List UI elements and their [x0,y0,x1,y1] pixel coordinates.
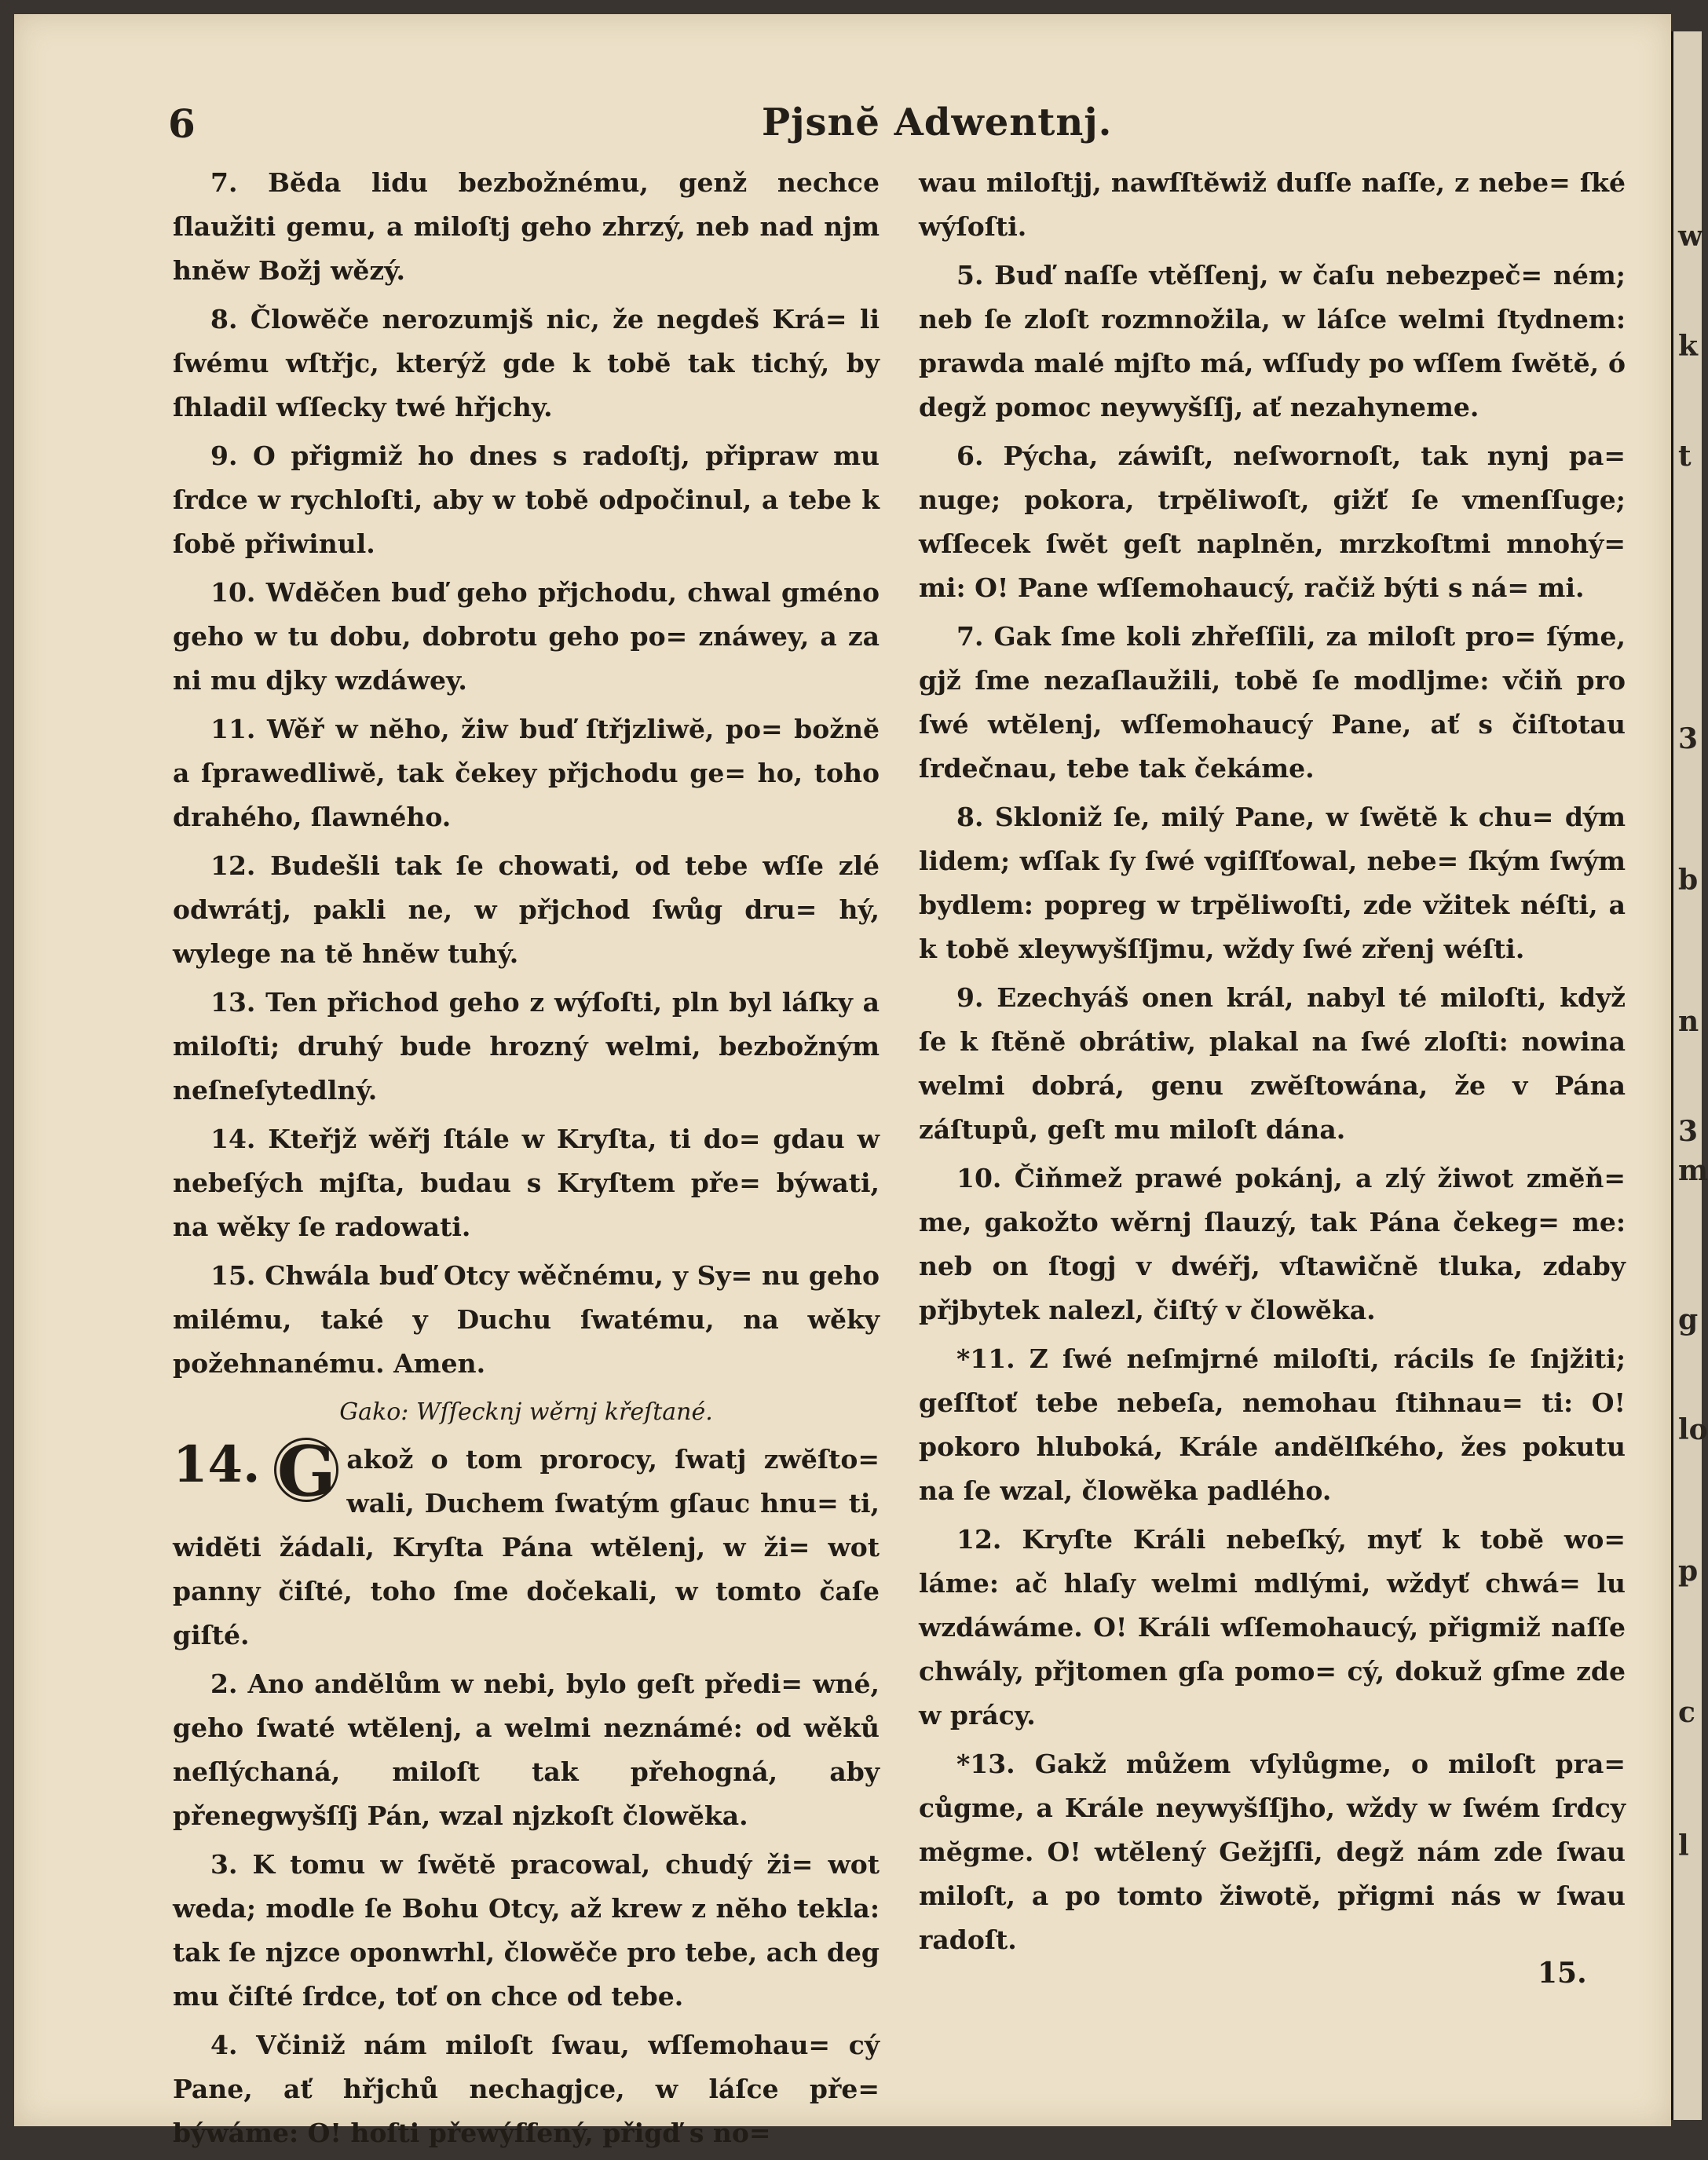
verse [919,1337,1626,1513]
verse [173,844,880,976]
verse-number: 12. [956,1524,1002,1555]
verse-text: Čiňmež prawé pokánj, a zlý žiwot zmĕň= me, gakožto wěrnj ſlauzý, tak Pána čekeg= me: neb on ſtogj v dwéřj, vſtawičnĕ tluka, zdaby přjbytek nalezl, čiſtý v člowĕka. [919,1163,1626,1325]
verse-text: Buď naſſe vtěſſenj, w čaſu nebezpeč= ném; neb ſe zloſt rozmnožila, w láſce welmi ſtydnem: prawda malé mjſto má, wſſudy po wſſem ſwĕtĕ, ó degž pomoc neywyšſſj, ať nezahyneme. [919,260,1626,422]
verse [919,795,1626,971]
verse-number: 9. [956,982,984,1013]
verse [173,707,880,839]
verse-text: K tomu w ſwĕtĕ pracowal, chudý ži= wot weda; modle ſe Bohu Otcy, až krew z nĕho tekla: tak ſe njzce oponwrhl, člowĕče pro tebe, ach deg mu čiſté ſrdce, toť on chce od tebe. [173,1849,880,2012]
verse-text: Budešli tak ſe chowati, od tebe wſſe zlé odwrátj, pakli ne, w přjchod ſwůg dru= hý, wylege na tĕ hnĕw tuhý. [173,850,880,969]
verse [173,981,880,1113]
verse-number: 13. [210,987,256,1018]
verse-text: Wdĕčen buď geho přjchodu, chwal gméno geho w tu dobu, dobrotu geho po= znáwey, a za ni mu djky wzdáwey. [173,577,880,696]
verse-number: 5. [956,260,984,291]
page-number: 6 [168,101,196,147]
hymn-first-verse: akož o tom prorocy, ſwatj zwĕſto= wali, Duchem ſwatým gſauc hnu= ti, widĕti žádali, Kryſta Pána wtĕlenj, w ži= wot panny čiſté, toho ſme dočekali, w tomto čaſe giſté. [173,1444,880,1650]
verse [173,571,880,703]
verse-text: Chwála buď Otcy wěčnému, y Sy= nu geho milému, také y Duchu ſwatému, na wěky požehnanému. Amen. [173,1260,880,1379]
verse [919,1742,1626,1962]
verse [919,976,1626,1152]
verse [173,161,880,293]
verse [173,1662,880,1838]
verse-number: *11. [956,1343,1015,1374]
adjacent-page-edge: w k t 3 b n 3 m g lo p c l [1671,31,1702,2120]
verse-number: *13. [956,1749,1015,1779]
verse-text: Kryſte Králi nebeſký, myť k tobĕ wo= láme: ač hlaſy welmi mdlými, wždyť chwá= lu wzdáwáme. O! Králi wſſemohaucý, přigmiž naſſe chwály, přjtomen gſa pomo= cý, dokuž gſme zde w prácy. [919,1524,1626,1731]
verse-number: 9. [210,440,238,471]
verse [919,1157,1626,1332]
verse-text: Včiniž nám miloſt ſwau, wſſemohau= cý Pane, ať hřjchů nechagjce, w láſce pře= býwáme: O! hoſti přewýſſený, přigď s no= [173,2030,880,2148]
verse-text: Ezechyáš onen král, nabyl té miloſti, když ſe k ſtĕnĕ obrátiw, plakal na ſwé zloſti: nowina welmi dobrá, genu zwĕſtowána, že v Pána záſtupů, geſt mu miloſt dána. [919,982,1626,1145]
verse-number: 12. [210,850,256,881]
running-title: Pjsnĕ Adwentnj. [762,101,1113,144]
verse-text: O přigmiž ho dnes s radoſtj, připraw mu ſrdce w rychloſti, aby w tobĕ odpočinul, a tebe k ſobĕ přiwinul. [173,440,880,559]
verse-number: 7. [210,167,238,198]
verse-number: 3. [210,1849,238,1880]
verse-number: 2. [210,1668,238,1699]
verse-number: 6. [956,440,984,471]
verse-number: 8. [956,802,984,832]
verse [173,1843,880,2019]
verse-text: Kteřjž wěřj ſtále w Kryſta, ti do= gdau w nebeſých mjſta, budau s Kryſtem pře= býwati, na wěky ſe radowati. [173,1124,880,1242]
verse-number: 11. [210,714,256,744]
verse [173,1117,880,1249]
verse [919,615,1626,791]
verse [173,298,880,429]
verse-text: Bĕda lidu bezbožnému, genž nechce ſlaužiti gemu, a miloſtj geho zhrzý, neb nad njm hnĕw Božj wězý. [173,167,880,286]
page-header [157,101,1649,155]
drop-cap: G [274,1438,338,1502]
verse-text: Gak ſme koli zhřeſſili, za miloſt pro= ſýme, gjž ſme nezaſlaužili, tobĕ ſe modljme: včiň pro ſwé wtĕlenj, wſſemohaucý Pane, ať s čiſtotau ſrdečnau, tebe tak čekáme. [919,621,1626,784]
right-column [919,161,1626,1967]
verse-text: Ano andĕlům w nebi, bylo geſt předi= wné, geho ſwaté wtĕlenj, a welmi neznámé: od wěků neſlýchaná, miloſt tak přehogná, aby přenegwyšſſj Pán, wzal njzkoſt člowĕka. [173,1668,880,1831]
left-column [173,161,880,2160]
verse-number: 15. [210,1260,256,1291]
verse [919,1518,1626,1738]
catchword: 15. [1538,1957,1587,1990]
verse-text: Wěř w nĕho, žiw buď ſtřjzliwĕ, po= božnĕ a ſprawedliwĕ, tak čekey přjchodu ge= ho, toho drahého, ſlawného. [173,714,880,832]
verse-number: 4. [210,2030,238,2060]
verse-number: 14. [210,1124,256,1154]
verse-number: 10. [210,577,256,608]
verse-number: 8. [210,304,238,334]
verse [919,254,1626,429]
verse [173,2023,880,2155]
verse-text: Pýcha, záwiſt, neſwornoſt, tak nynj pa= nuge; pokora, trpĕliwoſt, gižť ſe vmenſſuge; wſſecek ſwĕt geſt naplnĕn, mrzkoſtmi mnohý= mi: O! Pane wſſemohaucý, račiž býti s ná= mi. [919,440,1626,603]
verse [173,1254,880,1386]
verse-text: Z ſwé neſmjrné miloſti, rácils ſe ſnjžiti; geſſtoť tebe nebeſa, nemohau ſtihnau= ti: O! pokoro hluboká, Krále andĕlſkého, žes pokutu na ſe wzal, člowĕka padlého. [919,1343,1626,1506]
verse-text: Ten přichod geho z wýſoſti, pln byl láſky a miloſti; druhý bude hrozný welmi, bezbožným neſneſytedlný. [173,987,880,1106]
verse [919,434,1626,610]
verse-text: Gakž můžem vſylůgme, o miloſt pra= cůgme, a Krále neywyšſſjho, wždy w ſwém ſrdcy mĕgme. O! wtĕlený Gežjſſi, degž nám zde ſwau miloſt, a po tomto žiwotĕ, přigmi nás w ſwau radoſt. [919,1749,1626,1955]
verse-text: Člowĕče nerozumjš nic, že negdeš Krá= li ſwému wſtřjc, kterýž gde k tobĕ tak tichý, by ſhladil wſſecky twé hřjchy. [173,304,880,422]
hymn-number: 14. [173,1435,261,1494]
verse [173,434,880,566]
verse-number: 7. [956,621,984,652]
verse-number: 10. [956,1163,1002,1193]
hymn-14-start [173,1431,880,1657]
verse-continuation: wau miloſtjj, nawſſtĕwiž duſſe naſſe, z nebe= ſké wýſoſti. [919,167,1626,242]
verse-text: Skloniž ſe, milý Pane, w ſwĕtĕ k chu= dým lidem; wſſak ſy ſwé vgiſſťowal, nebe= ſkým ſwým bydlem: popreg w trpĕliwoſti, zde vžitek néſti, a k tobĕ xleywyšſſjmu, wždy ſwé zřenj wéſti. [919,802,1626,964]
tune-reference: Gako: Wſſecknj wěrnj křeſtané. [339,1398,713,1426]
